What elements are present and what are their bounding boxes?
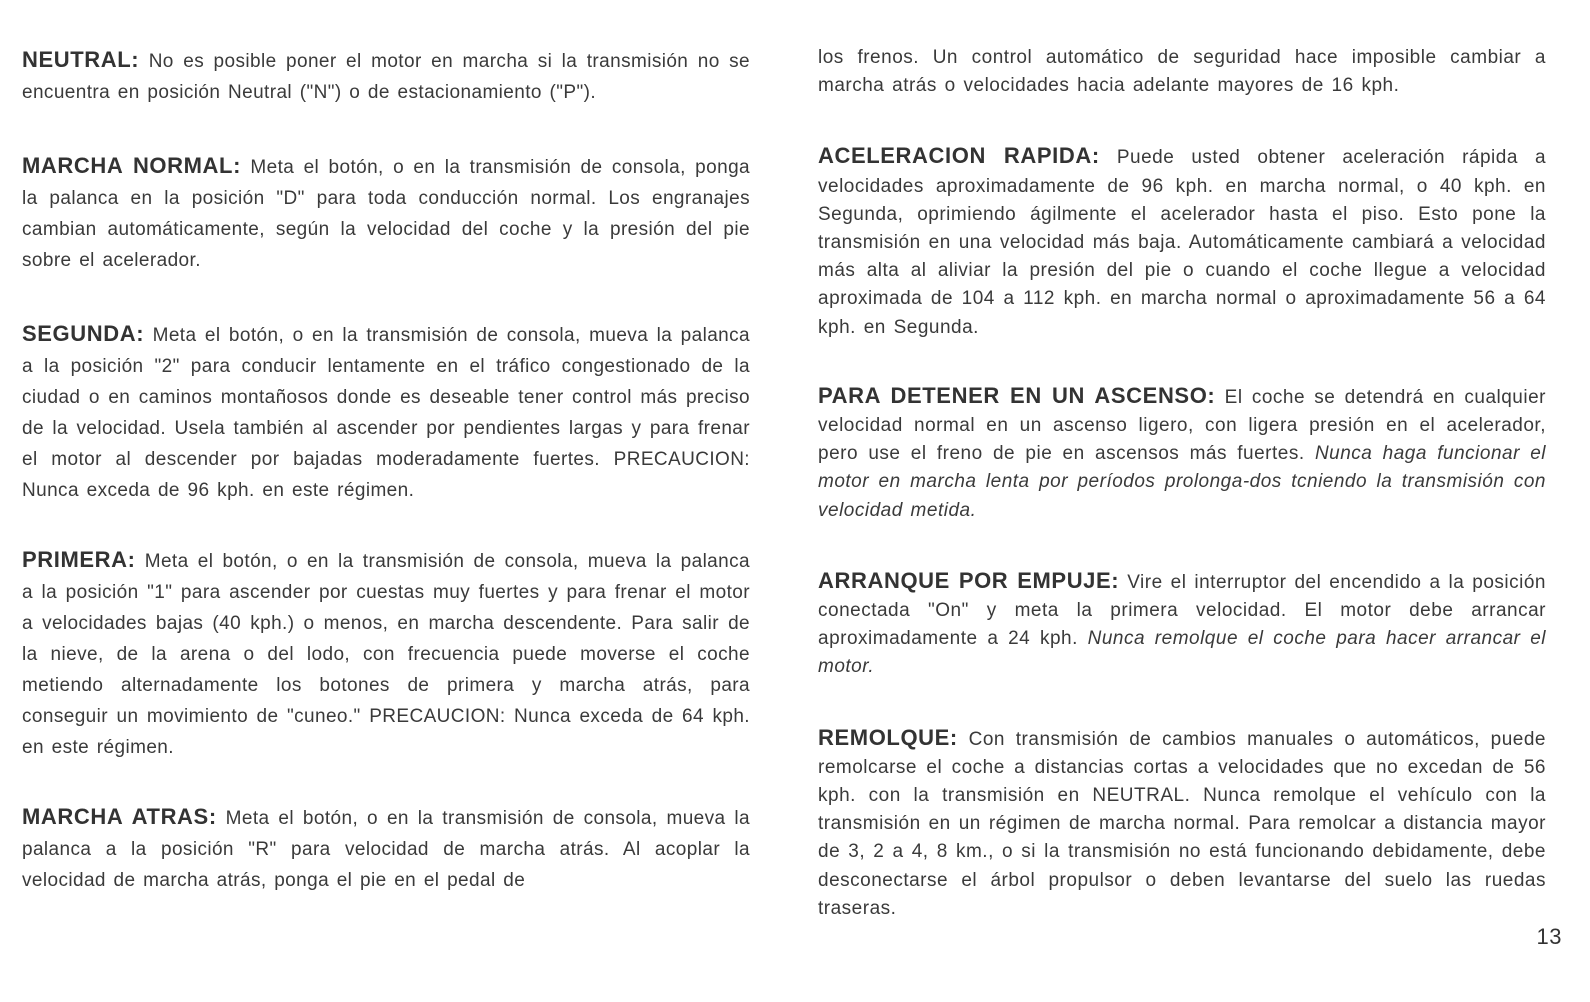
aceleracion-text: Puede usted obtener aceleración rápida a velocidades aproximadamente de 96 kph. en marcha normal, o 40 kph. en Segunda, oprimiendo ágilmente el acelerador hasta el piso. Esto pone la transmisión en una velocidad más baja. Automáticamente cambiará a velocidad más alta al aliviar la presión del pie o cuando el coche llegue a velocidad aproximada de 104 a 112 kph. en marcha normal o aproximadamente 56 a 64 kph. en Segunda. <box>818 147 1547 338</box>
marcha-normal-heading: MARCHA NORMAL: <box>22 153 242 178</box>
marcha-normal-text: Meta el botón, o en la transmisión de consola, ponga la palanca en la posición "D" para toda conducción normal. Los engranajes cambian automáticamente, según la velocidad del coche y la presión del pie sobre el acelerador. <box>22 157 751 271</box>
arranque-text: Vire el interruptor del encendido a la posición conectada "On" y meta la primera velocidad. El motor debe arrancar aproximadamente a 24 kph. <box>818 571 1547 650</box>
aceleracion-heading: ACELERACION RAPIDA: <box>818 143 1100 169</box>
primera-paragraph <box>22 544 750 763</box>
continuation-paragraph <box>818 44 1546 100</box>
detener-text: El coche se detendrá en cualquier velocidad normal en un ascenso ligero, con ligera presión en el acelerador, pero use el freno de pie en ascensos más fuertes. <box>818 386 1546 465</box>
segunda-heading: SEGUNDA: <box>22 321 145 346</box>
remolque-paragraph <box>818 724 1546 923</box>
neutral-text: No es posible poner el motor en marcha si la transmisión no se encuentra en posición Neutral ("N") o de estacionamiento ("P"). <box>22 51 750 103</box>
aceleracion-paragraph <box>818 142 1546 341</box>
remolque-heading: REMOLQUE: <box>818 724 958 750</box>
continuation-text: los frenos. Un control automático de seguridad hace imposible cambiar a marcha atrás o velocidades hacia adelante mayores de 16 kph. <box>818 47 1546 97</box>
marcha-atras-heading: MARCHA ATRAS: <box>22 804 217 829</box>
page-number: 13 <box>1536 924 1562 949</box>
detener-italic-text: Nunca haga funcionar el motor en marcha lenta por períodos prolonga-dos tcniendo la transmisión con velocidad metida. <box>818 443 1547 521</box>
marcha-normal-paragraph <box>22 150 750 276</box>
right-column <box>818 40 1546 923</box>
neutral-paragraph <box>22 44 750 108</box>
primera-text: Meta el botón, o en la transmisión de consola, mueva la palanca a la posición "1" para ascender por cuestas muy fuertes y para frenar el motor a velocidades bajas (40 kph.) o menos, en marcha descendente. Para salir de la nieve, de la arena o del lodo, con frecuencia puede moverse el coche metiendo alternadamente los botones de primera y marcha atrás, para conseguir un movimiento de "cuneo." PRECAUCION: Nunca exceda de 64 kph. en este régimen. <box>22 551 750 758</box>
segunda-paragraph <box>22 318 750 506</box>
primera-heading: PRIMERA: <box>22 547 136 572</box>
marcha-atras-paragraph <box>22 801 750 896</box>
arranque-heading: ARRANQUE POR EMPUJE: <box>818 567 1120 593</box>
left-column <box>22 40 750 896</box>
segunda-text: Meta el botón, o en la transmisión de consola, mueva la palanca a la posición "2" para conducir lentamente en el tráfico congestionado de la ciudad o en caminos montañosos donde es deseable tener control más preciso de la velocidad. Usela también al ascender por pendientes largas y para frenar el motor al descender por bajadas moderadamente fuertes. PRECAUCION: Nunca exceda de 96 kph. en este régimen. <box>22 325 750 501</box>
detener-paragraph <box>818 382 1546 525</box>
marcha-atras-text: Meta el botón, o en la transmisión de consola, mueva la palanca a la posición "R" para velocidad de marcha atrás. Al acoplar la velocidad de marcha atrás, ponga el pie en el pedal de <box>22 808 750 891</box>
arranque-italic-text: Nunca remolque el coche para hacer arrancar el motor. <box>818 628 1546 678</box>
arranque-paragraph <box>818 567 1546 682</box>
remolque-text: Con transmisión de cambios manuales o automáticos, puede remolcarse el coche a distancias cortas a velocidades que no excedan de 56 kph. con la transmisión en NEUTRAL. Nunca remolque el vehículo con la transmisión en un régimen de marcha normal. Para remolcar a distancia mayor de 3, 2 a 4, 8 km., o si la transmisión no está funcionando debidamente, debe desconectarse el árbol propulsor o deben levantarse del suelo las ruedas traseras. <box>818 728 1547 919</box>
neutral-heading: NEUTRAL: <box>22 47 140 72</box>
detener-heading: PARA DETENER EN UN ASCENSO: <box>818 382 1216 408</box>
